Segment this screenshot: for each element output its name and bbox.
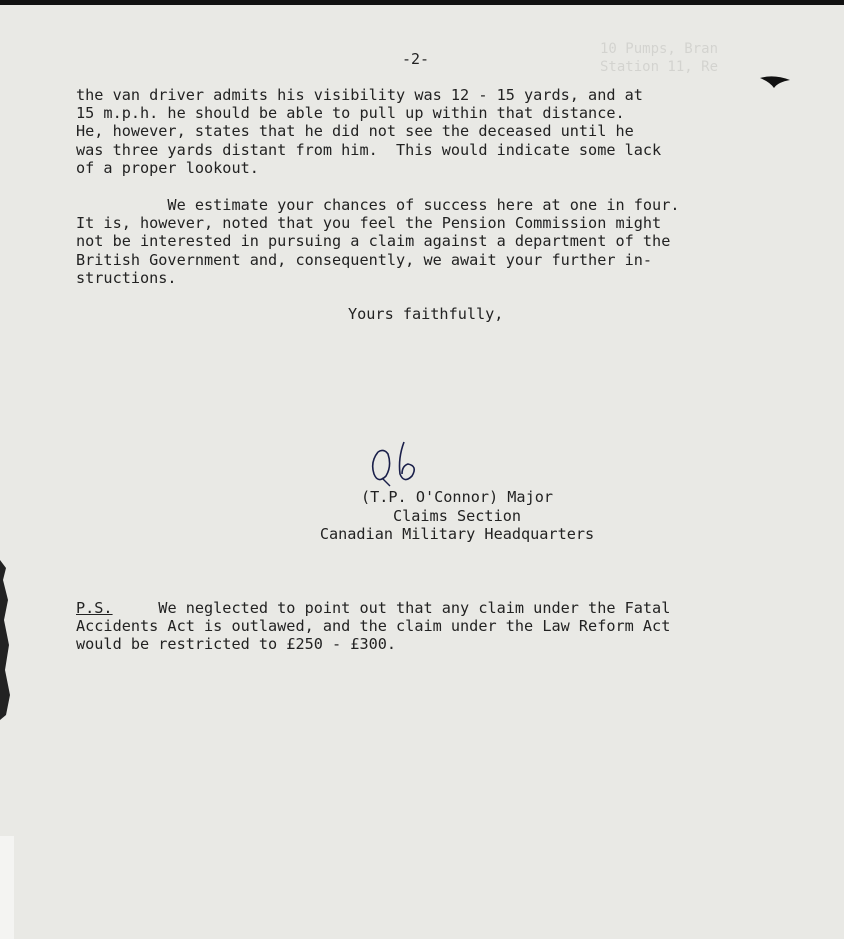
postscript: P.S. We neglected to point out that any claim under the Fatal Accidents Act is outlawed, and the claim under the Law Reform Act would be restricted to £250 - £300. — [76, 599, 671, 654]
page-margin-strip — [0, 836, 14, 939]
body-paragraph-1: the van driver admits his visibility was 12 - 15 yards, and at 15 m.p.h. he should be able to pull up within that distance. He, however, states that he did not see the deceased until he was three yards distant from him. This would indicate some lack of a proper lookout. — [76, 86, 662, 177]
body-paragraph-2: We estimate your chances of success here at one in four. It is, however, noted that you feel the Pension Commission might not be interested in pursuing a claim against a department of the British Government and, consequently, we await your further in- structions. — [76, 196, 680, 287]
signatory-section: Claims Section — [392, 506, 521, 525]
signature-block — [292, 488, 622, 544]
signatory-headquarters: Canadian Military Headquarters — [319, 525, 595, 543]
torn-page-edge — [0, 560, 12, 720]
scan-top-edge — [0, 0, 844, 5]
signatory-name: (T.P. O'Connor) Major — [360, 488, 554, 506]
ink-blot-mark — [758, 73, 792, 89]
closing-salutation: Yours faithfully, — [348, 305, 504, 323]
reverse-side-bleed-through: 10 Pumps, Bran Station 11, Re — [600, 41, 719, 75]
postscript-label: P.S. — [76, 599, 113, 617]
page-number: -2- — [402, 50, 430, 68]
handwritten-signature-initials — [364, 438, 434, 488]
